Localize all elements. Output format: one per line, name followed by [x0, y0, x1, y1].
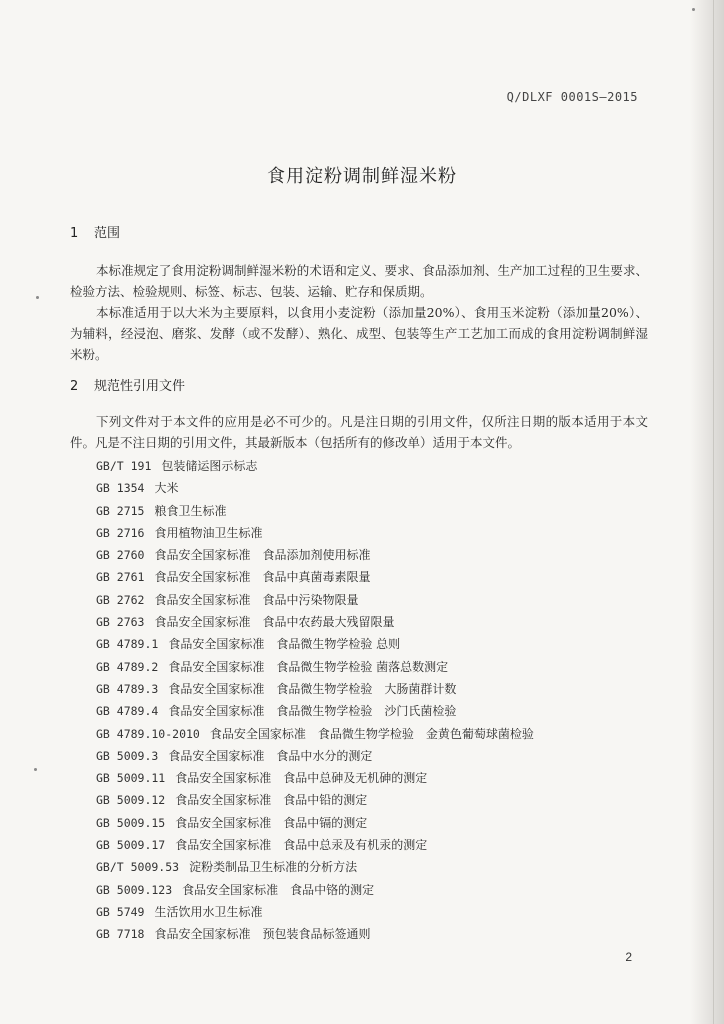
document-title: 食用淀粉调制鲜湿米粉	[267, 166, 457, 187]
reference-code: GB 5009.11	[96, 771, 166, 786]
scan-speck	[692, 8, 695, 11]
reference-item	[96, 767, 656, 789]
reference-item	[96, 544, 656, 566]
reference-item	[96, 901, 656, 923]
page-number: 2	[625, 950, 632, 964]
reference-item	[96, 500, 656, 522]
reference-title: 食品安全国家标准 食品中总汞及有机汞的测定	[175, 838, 428, 853]
document-code: Q/DLXF 0001S—2015	[506, 90, 638, 104]
reference-title: 食品安全国家标准 预包装食品标签通则	[154, 927, 371, 942]
reference-code: GB 4789.4	[96, 704, 159, 719]
reference-item	[96, 678, 656, 700]
reference-code: GB/T 5009.53	[96, 860, 180, 875]
reference-code: GB 4789.10-2010	[96, 726, 200, 741]
reference-code: GB 2763	[96, 615, 145, 630]
reference-title: 食品安全国家标准 食品微生物学检验 总则	[168, 637, 401, 652]
reference-item	[96, 455, 656, 477]
reference-code: GB 4789.2	[96, 659, 159, 674]
reference-title: 食品安全国家标准 食品中铅的测定	[175, 793, 368, 808]
reference-code: GB 2715	[96, 503, 145, 518]
page-edge-line	[713, 0, 714, 1024]
reference-title: 食用植物油卫生标准	[154, 525, 263, 540]
section-1-paragraph-2: 本标准适用于以大米为主要原料，以食用小麦淀粉（添加量20%）、食用玉米淀粉（添加量20%）、为辅料，经浸泡、磨浆、发酵（或不发酵）、熟化、成型、包装等生产工艺加工而成的食用淀粉调制鲜湿米粉。	[70, 305, 648, 362]
reference-title: 食品安全国家标准 食品中铬的测定	[182, 882, 375, 897]
reference-item	[96, 812, 656, 834]
reference-item	[96, 633, 656, 655]
reference-code: GB 5009.3	[96, 748, 159, 763]
reference-code: GB 1354	[96, 481, 145, 496]
reference-title: 食品安全国家标准 食品微生物学检验 金黄色葡萄球菌检验	[209, 726, 534, 741]
reference-item	[96, 700, 656, 722]
reference-item	[96, 879, 656, 901]
reference-title: 食品安全国家标准 食品微生物学检验 大肠菌群计数	[168, 681, 457, 696]
section-2-heading	[70, 375, 185, 394]
reference-title: 食品安全国家标准 食品中总砷及无机砷的测定	[175, 771, 428, 786]
reference-item	[96, 723, 656, 745]
reference-title: 淀粉类制品卫生标准的分析方法	[189, 860, 358, 875]
reference-title: 食品安全国家标准 食品中镉的测定	[175, 815, 368, 830]
reference-code: GB 4789.1	[96, 637, 159, 652]
reference-title: 食品安全国家标准 食品中真菌毒素限量	[154, 570, 371, 585]
reference-item	[96, 923, 656, 945]
reference-title: 食品安全国家标准 食品微生物学检验 菌落总数测定	[168, 659, 449, 674]
reference-code: GB 5009.123	[96, 882, 173, 897]
reference-code: GB 2761	[96, 570, 145, 585]
reference-list	[96, 455, 656, 946]
reference-code: GB 7718	[96, 927, 145, 942]
reference-item	[96, 834, 656, 856]
reference-item	[96, 522, 656, 544]
section-number: 2	[70, 379, 79, 394]
scan-speck	[34, 768, 37, 771]
reference-code: GB 4789.3	[96, 681, 159, 696]
scan-speck	[36, 296, 39, 299]
section-title: 范围	[94, 226, 121, 241]
section-1-heading	[70, 222, 120, 241]
reference-code: GB 2760	[96, 548, 145, 563]
reference-item	[96, 566, 656, 588]
section-title: 规范性引用文件	[94, 379, 186, 394]
reference-item	[96, 477, 656, 499]
reference-item	[96, 589, 656, 611]
reference-code: GB 2716	[96, 525, 145, 540]
reference-code: GB 5009.17	[96, 838, 166, 853]
reference-title: 食品安全国家标准 食品添加剂使用标准	[154, 548, 371, 563]
section-number: 1	[70, 226, 79, 241]
reference-item	[96, 789, 656, 811]
reference-code: GB 5749	[96, 904, 145, 919]
section-1-paragraph-1: 本标准规定了食用淀粉调制鲜湿米粉的术语和定义、要求、食品添加剂、生产加工过程的卫生要求、检验方法、检验规则、标签、标志、包装、运输、贮存和保质期。	[70, 263, 648, 299]
reference-title: 包装储运图示标志	[161, 459, 258, 473]
reference-title: 食品安全国家标准 食品中农药最大残留限量	[154, 615, 395, 630]
reference-item	[96, 856, 656, 878]
reference-title: 生活饮用水卫生标准	[154, 904, 263, 919]
reference-title: 大米	[154, 481, 179, 496]
reference-title: 粮食卫生标准	[154, 503, 227, 518]
section-2-paragraph-1: 下列文件对于本文件的应用是必不可少的。凡是注日期的引用文件，仅所注日期的版本适用于本文件。凡是不注日期的引用文件，其最新版本（包括所有的修改单）适用于本文件。	[70, 414, 648, 450]
page-edge-shadow	[690, 0, 724, 1024]
reference-item	[96, 745, 656, 767]
reference-code: GB 5009.12	[96, 793, 166, 808]
reference-item	[96, 656, 656, 678]
reference-code: GB 5009.15	[96, 815, 166, 830]
reference-title: 食品安全国家标准 食品中污染物限量	[154, 592, 359, 607]
reference-title: 食品安全国家标准 食品微生物学检验 沙门氏菌检验	[168, 704, 457, 719]
reference-code: GB 2762	[96, 592, 145, 607]
reference-item	[96, 611, 656, 633]
reference-title: 食品安全国家标准 食品中水分的测定	[168, 748, 373, 763]
reference-code: GB/T 191	[96, 459, 152, 473]
